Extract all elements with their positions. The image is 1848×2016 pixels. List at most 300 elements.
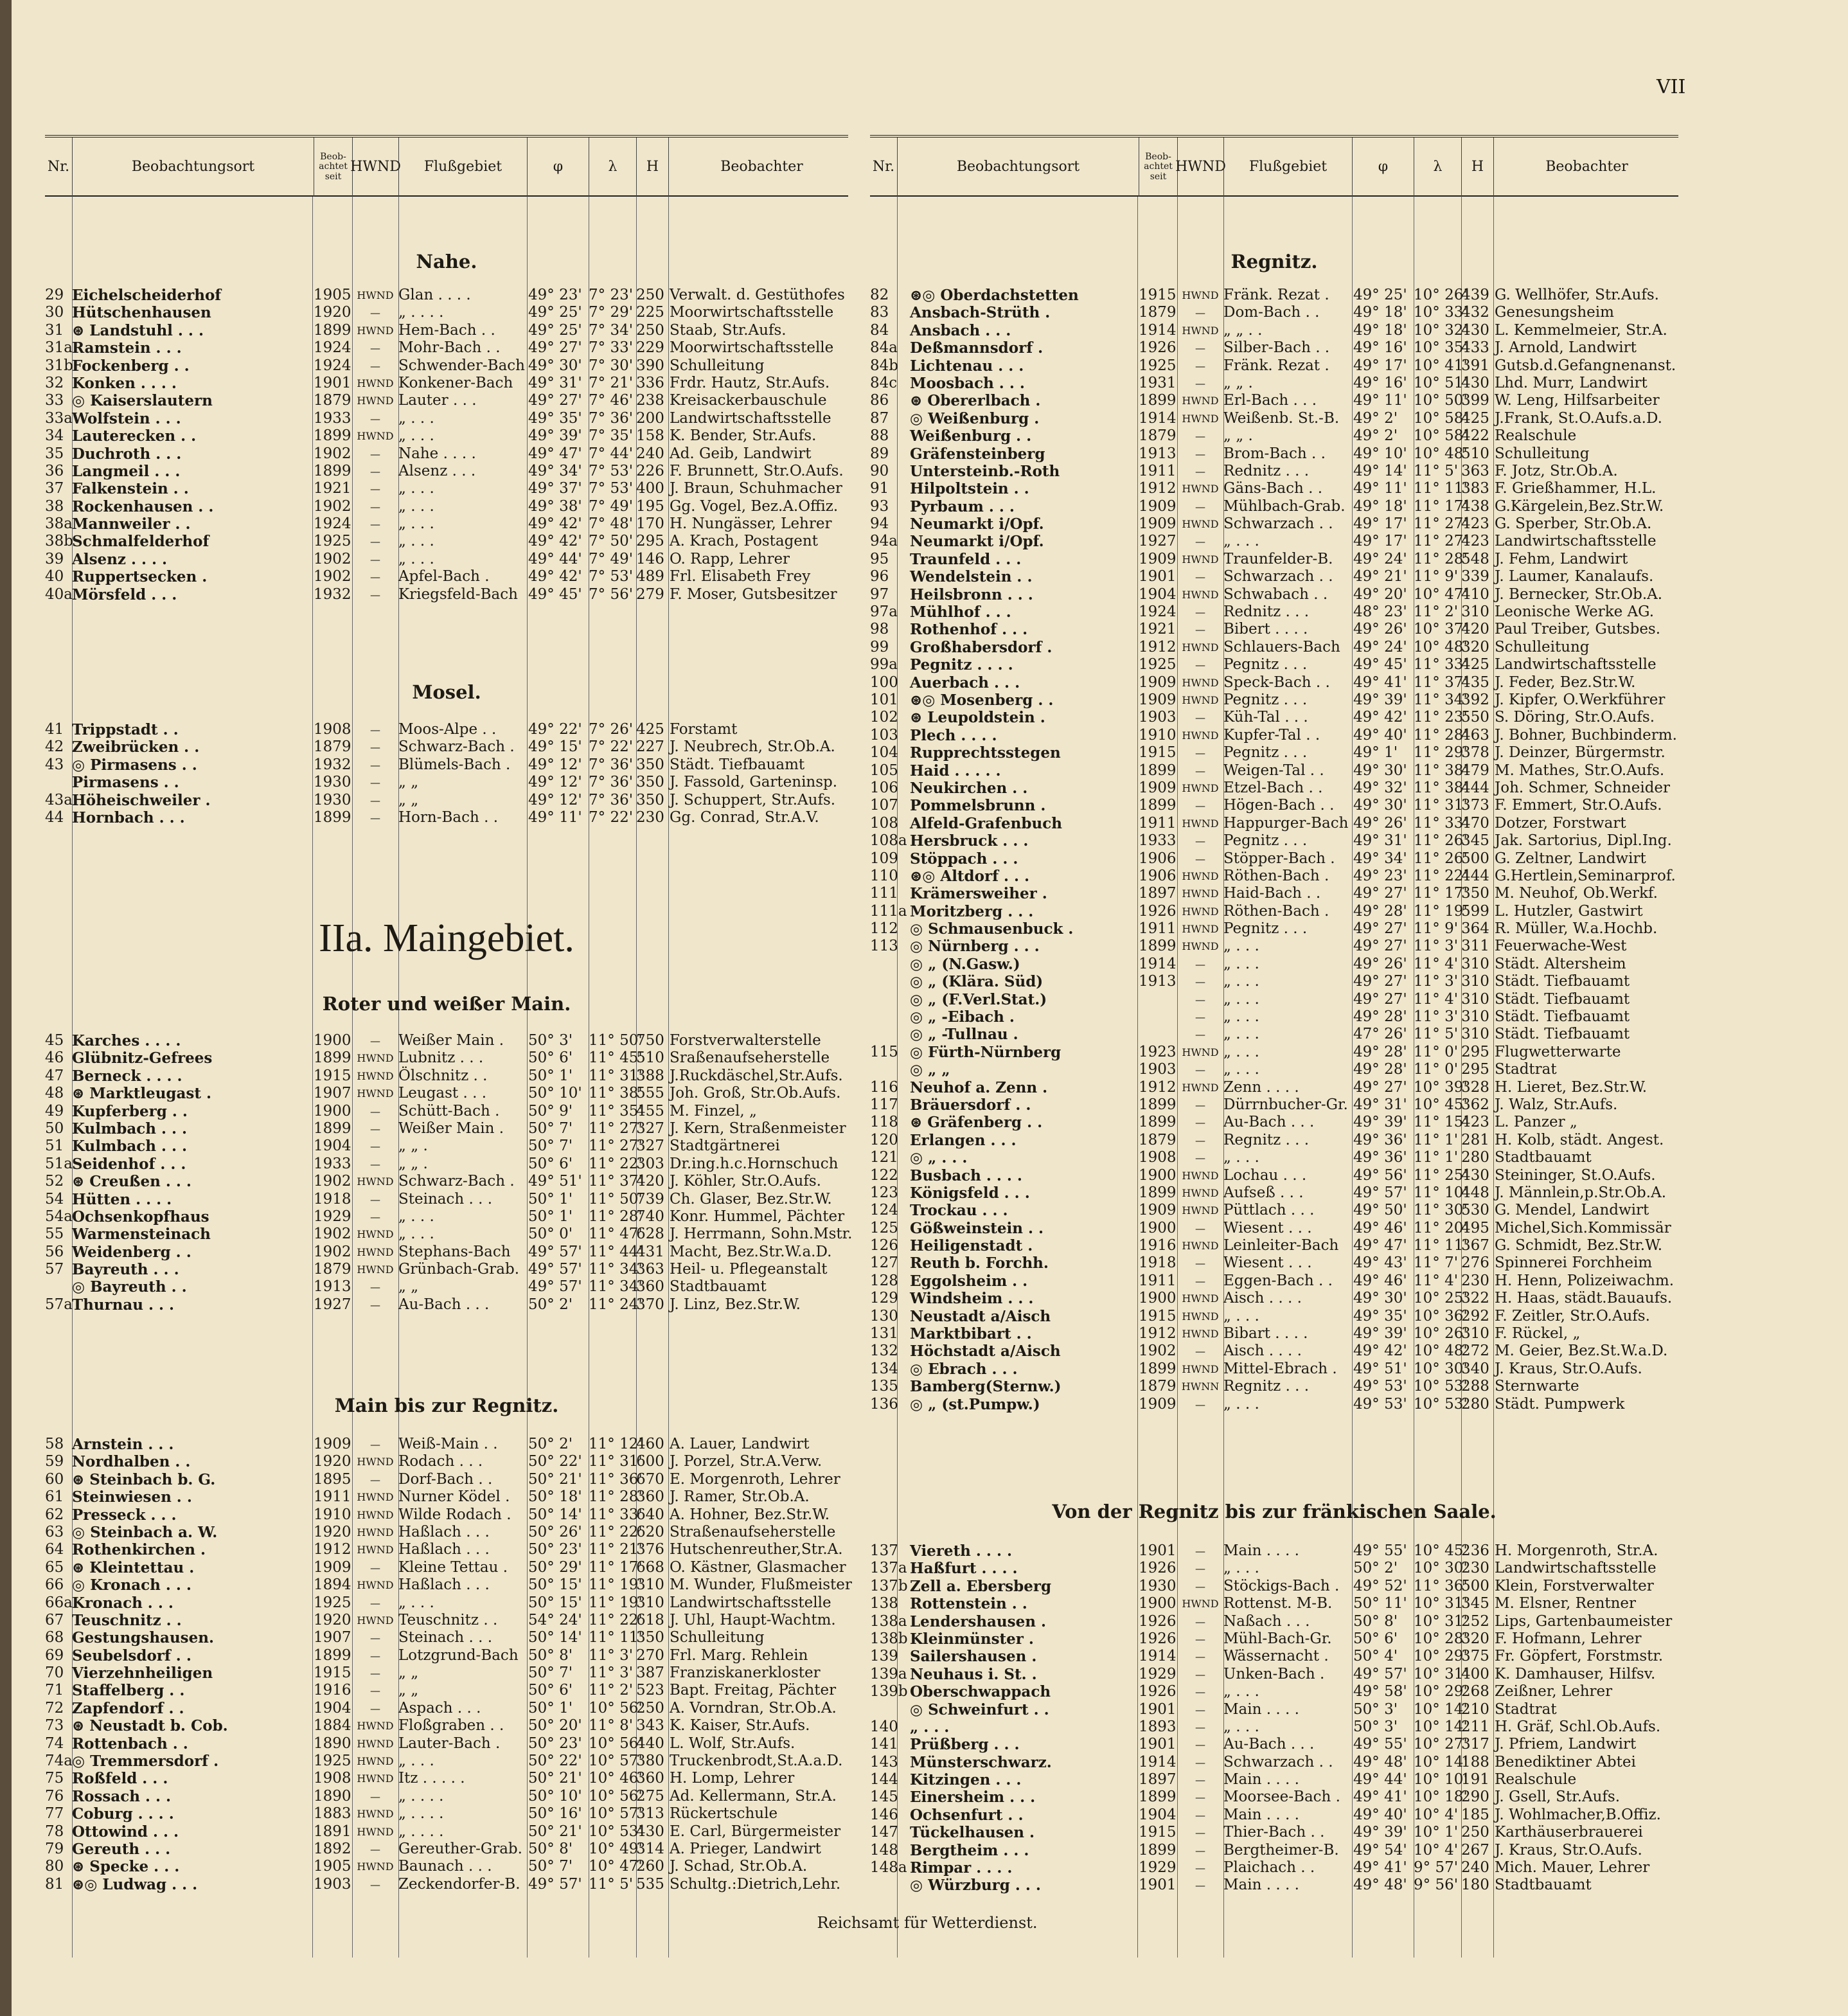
table-row	[870, 832, 1678, 850]
table-row	[870, 1254, 1678, 1272]
river-basin: Weiß-Main . .	[398, 1436, 498, 1452]
row-nr: 137	[870, 1542, 898, 1559]
latitude: 49° 23'	[528, 287, 582, 303]
table-row	[45, 392, 848, 409]
hwnd-flag: —	[370, 1035, 380, 1047]
station-name: Bräuersdorf . .	[910, 1096, 1031, 1114]
latitude: 49° 58'	[1353, 1683, 1407, 1700]
elevation: 313	[636, 1805, 664, 1823]
table-row	[870, 1360, 1678, 1378]
table-row	[45, 1506, 848, 1524]
observed-since: 1933	[314, 1155, 351, 1172]
observer: Straßenaufseherstelle	[670, 1523, 836, 1540]
observer: M. Finzel, „	[670, 1102, 757, 1120]
observer: O. Kästner, Glasmacher	[670, 1558, 846, 1576]
hwnd-flag: —	[1195, 1580, 1205, 1592]
table-row	[45, 1735, 848, 1753]
station-name: Hütschenhausen	[72, 304, 211, 322]
latitude: 49° 27'	[1353, 1078, 1407, 1096]
station-name: Thurnau . . .	[72, 1296, 175, 1314]
table-row	[870, 797, 1678, 814]
section-title-main-bis-regnitz: Main bis zur Regnitz.	[334, 1395, 559, 1416]
elevation: 432	[1461, 304, 1489, 321]
latitude: 50° 29'	[528, 1558, 582, 1576]
row-nr: 139a	[870, 1665, 907, 1682]
row-nr: 123	[870, 1184, 898, 1201]
table-row	[870, 1343, 1678, 1360]
hwnd-flag: —	[1195, 976, 1205, 988]
hwnd-flag: —	[1195, 1879, 1205, 1892]
observer: Moorwirtschaftsstelle	[670, 304, 834, 321]
elevation: 267	[1461, 1841, 1489, 1859]
hwnd-flag: —	[370, 724, 380, 736]
elevation: 500	[1461, 1577, 1489, 1594]
station-name: Nordhalben . .	[72, 1453, 191, 1471]
hwnd-flag: HWND	[1182, 940, 1219, 953]
station-name: Rothenhof . . .	[910, 621, 1028, 639]
latitude: 49° 14'	[1353, 462, 1407, 479]
hwnd-flag: HWND	[1182, 693, 1219, 706]
table-row	[45, 1576, 852, 1594]
elevation: 740	[636, 1208, 664, 1225]
station-name: Plech . . . .	[910, 726, 997, 744]
elevation: 327	[636, 1137, 664, 1155]
table-row	[45, 410, 848, 427]
station-name: Steinwiesen . .	[72, 1488, 192, 1506]
station-name: Pommelsbrunn .	[910, 797, 1046, 815]
table-row	[45, 1770, 848, 1787]
observed-since: 1927	[1139, 533, 1177, 550]
longitude: 11° 34'	[589, 1278, 643, 1296]
observer: J. Walz, Str.Aufs.	[1495, 1096, 1618, 1113]
observer: Stadtbauamt	[1495, 1877, 1592, 1894]
observer: J. Schad, Str.Ob.A.	[670, 1858, 808, 1875]
longitude: 11° 28'	[589, 1488, 643, 1506]
hwnd-flag: —	[1195, 1152, 1205, 1164]
river-basin: Schwarzach . .	[1223, 515, 1333, 533]
longitude: 10° 51'	[1414, 374, 1468, 391]
station-name: Teuschnitz . .	[72, 1611, 182, 1629]
station-name: Duchroth . . .	[72, 445, 182, 463]
river-basin: Aisch . . . .	[1223, 1290, 1302, 1307]
page-number: VII	[1657, 76, 1686, 98]
observed-since: 1879	[1139, 1131, 1177, 1148]
observed-since: 1933	[314, 409, 351, 427]
longitude: 7° 23'	[589, 287, 634, 303]
latitude: 49° 12'	[528, 791, 582, 808]
observed-since: 1884	[314, 1717, 351, 1735]
table-row	[45, 774, 848, 791]
river-basin: Nahe . . . .	[398, 445, 476, 462]
latitude: 49° 17'	[1353, 515, 1407, 533]
elevation: 295	[1461, 1061, 1489, 1078]
observer: Ad. Geib, Landwirt	[670, 445, 812, 462]
observed-since: 1926	[1139, 1612, 1177, 1630]
table-row	[45, 1805, 848, 1823]
table-row	[870, 1683, 1678, 1700]
latitude: 49° 27'	[528, 392, 582, 409]
longitude: 10° 30'	[1414, 1360, 1468, 1377]
river-basin: „ . . .	[398, 550, 434, 567]
longitude: 7° 36'	[589, 756, 634, 773]
observer: R. Müller, W.a.Hochb.	[1495, 920, 1658, 938]
table-row	[45, 586, 848, 603]
longitude: 11° 17'	[589, 1558, 643, 1576]
hwnd-flag: —	[1195, 958, 1205, 970]
table-row	[45, 1244, 848, 1261]
hwnd-flag: —	[370, 359, 380, 372]
table-row	[870, 586, 1678, 603]
observed-since: 1920	[314, 1453, 351, 1470]
river-basin: Rednitz . . .	[1223, 603, 1310, 621]
observed-since: 1914	[1139, 321, 1177, 339]
longitude: 11° 0'	[1414, 1043, 1459, 1060]
observer: J. Linz, Bez.Str.W.	[670, 1296, 801, 1313]
latitude: 50° 22'	[528, 1453, 582, 1470]
observed-since: 1899	[1139, 1789, 1177, 1806]
latitude: 49° 47'	[528, 445, 582, 462]
row-nr: 84	[870, 321, 889, 339]
river-basin: Schwarz-Bach .	[398, 738, 515, 756]
longitude: 11° 2'	[1414, 603, 1459, 621]
elevation: 240	[636, 445, 664, 462]
hwnd-flag: HWND	[357, 324, 394, 337]
observer: F. Zeitler, Str.O.Aufs.	[1495, 1307, 1650, 1325]
river-basin: Pegnitz . . .	[1223, 920, 1308, 938]
elevation: 383	[1461, 480, 1489, 497]
row-nr: 97a	[870, 603, 898, 621]
observer: J. Fassold, Garteninsp.	[670, 774, 838, 791]
longitude: 11° 5'	[1414, 1026, 1459, 1043]
longitude: 10° 31'	[1414, 1665, 1468, 1682]
observer: Karthäuserbrauerei	[1495, 1824, 1643, 1841]
observer: O. Rapp, Lehrer	[670, 550, 790, 567]
elevation: 378	[1461, 744, 1489, 762]
table-row	[45, 1541, 848, 1558]
hwnd-flag: —	[370, 465, 380, 477]
elevation: 191	[1461, 1771, 1489, 1789]
latitude: 49° 51'	[1353, 1360, 1407, 1377]
river-basin: Itz . . . . .	[398, 1770, 465, 1787]
observer: H. Morgenroth, Str.A.	[1495, 1542, 1658, 1559]
station-name: ⊛ Steinbach b. G.	[72, 1470, 216, 1488]
hwnd-flag: —	[370, 1878, 380, 1891]
latitude: 49° 47'	[1353, 1237, 1407, 1254]
latitude: 49° 32'	[1353, 779, 1407, 796]
longitude: 11° 10'	[1414, 1184, 1468, 1201]
river-basin: Bibart . . . .	[1223, 1325, 1308, 1343]
observed-since: 1900	[1139, 1166, 1177, 1184]
river-basin: „ . . . .	[398, 1823, 444, 1840]
elevation: 279	[636, 585, 664, 603]
longitude: 10° 4'	[1414, 1841, 1459, 1859]
row-nr: 40a	[45, 585, 73, 603]
observer: Gutsb.d.Gefangnenanst.	[1495, 357, 1676, 374]
observed-since: 1901	[314, 374, 351, 391]
station-name: ◎ „ „	[910, 1061, 950, 1079]
latitude: 49° 17'	[1353, 533, 1407, 550]
observer: H. Henn, Polizeiwachm.	[1495, 1272, 1674, 1289]
station-name: Karches . . . .	[72, 1032, 181, 1049]
observer: H. Lieret, Bez.Str.W.	[1495, 1078, 1648, 1096]
station-name: Eichelscheiderhof	[72, 287, 222, 304]
observer: G. Mendel, Landwirt	[1495, 1202, 1649, 1219]
hwnd-flag: —	[1195, 1028, 1205, 1041]
table-row	[45, 1682, 848, 1699]
row-nr: 101	[870, 691, 898, 708]
longitude: 10° 14'	[1414, 1718, 1468, 1735]
observer: Landwirtschaftsstelle	[1495, 656, 1657, 673]
hwnd-flag: HWND	[1182, 1328, 1219, 1341]
station-name: Rockenhausen . .	[72, 497, 214, 515]
observer: Franziskanerkloster	[670, 1664, 821, 1682]
longitude: 11° 37'	[589, 1173, 643, 1190]
table-row	[45, 498, 848, 515]
latitude: 50° 3'	[1353, 1700, 1398, 1718]
station-name: ⊛ Creußen . . .	[72, 1173, 191, 1191]
latitude: 50° 10'	[528, 1787, 582, 1805]
observer: Schulleitung	[670, 1629, 765, 1646]
elevation: 146	[636, 550, 664, 567]
river-basin: Au-Bach . . .	[1223, 1736, 1315, 1753]
observer: J. Kipfer, O.Werkführer	[1495, 691, 1666, 708]
river-basin: Speck-Bach . .	[1223, 673, 1330, 691]
latitude: 49° 46'	[1353, 1272, 1407, 1289]
latitude: 50° 11'	[1353, 1595, 1407, 1612]
table-row	[45, 1664, 848, 1682]
longitude: 11° 27'	[589, 1120, 643, 1137]
longitude: 11° 28'	[589, 1208, 643, 1225]
hwnd-flag: —	[1195, 1686, 1205, 1699]
river-basin: „ „	[398, 1664, 419, 1682]
latitude: 49° 25'	[528, 321, 582, 339]
hwnd-flag: —	[370, 1140, 380, 1153]
station-name: Hersbruck . . .	[910, 832, 1029, 850]
row-nr: 71	[45, 1682, 64, 1699]
river-basin: Rottenst. M-B.	[1223, 1595, 1333, 1612]
table-row	[45, 551, 848, 568]
row-nr: 73	[45, 1717, 64, 1735]
station-name: Heilsbronn . . .	[910, 585, 1033, 603]
row-nr: 31	[45, 321, 64, 339]
elevation: 670	[636, 1470, 664, 1488]
elevation: 423	[1461, 515, 1489, 533]
elevation: 250	[1461, 1824, 1489, 1841]
latitude: 49° 42'	[528, 515, 582, 533]
observer: Landwirtschaftsstelle	[670, 1594, 831, 1611]
table-row	[45, 1208, 848, 1226]
hwnd-flag: HWND	[357, 1825, 394, 1838]
table-row	[45, 1717, 848, 1735]
left-column	[45, 135, 853, 1893]
table-row	[45, 1559, 848, 1576]
latitude: 49° 45'	[1353, 656, 1407, 673]
elevation: 431	[636, 1243, 664, 1260]
observer: W. Leng, Hilfsarbeiter	[1495, 392, 1660, 409]
river-basin: Haid-Bach . .	[1223, 885, 1321, 902]
longitude: 10° 45'	[1414, 1542, 1468, 1559]
hwnd-flag: —	[1195, 342, 1205, 355]
observer: Gg. Conrad, Str.A.V.	[670, 808, 819, 826]
river-basin: Wässernacht .	[1223, 1648, 1329, 1665]
station-name: ⊛ Landstuhl . . .	[72, 321, 204, 339]
elevation: 495	[1461, 1219, 1489, 1236]
longitude: 7° 53'	[589, 462, 634, 479]
station-name: Bergtheim . . .	[910, 1841, 1029, 1859]
station-name: Rupprechtsstegen	[910, 744, 1061, 762]
row-nr: 66	[45, 1576, 64, 1594]
elevation: 310	[1461, 603, 1489, 621]
hwnd-flag: —	[370, 571, 380, 584]
elevation: 363	[636, 1261, 664, 1278]
longitude: 11° 44'	[589, 1243, 643, 1260]
elevation: 439	[1461, 287, 1489, 303]
latitude: 49° 50'	[1353, 1202, 1407, 1219]
observer: J.Ruckdäschel,Str.Aufs.	[670, 1067, 843, 1084]
table-row	[45, 1278, 848, 1296]
latitude: 50° 2'	[528, 1436, 573, 1452]
row-nr: 137a	[870, 1560, 907, 1577]
river-basin: „ „ . .	[1223, 321, 1263, 339]
station-name: ⊛ Kleintettau .	[72, 1558, 195, 1576]
hwnd-flag: —	[370, 1298, 380, 1311]
observed-since: 1902	[314, 1173, 351, 1190]
elevation: 600	[636, 1453, 664, 1470]
hwnd-flag: HWND	[357, 1860, 394, 1873]
river-basin: Wiesent . . .	[1223, 1219, 1312, 1236]
station-name: Kulmbach . . .	[72, 1137, 188, 1155]
river-basin: Zenn . . . .	[1223, 1078, 1299, 1096]
station-name: Mannweiler . .	[72, 515, 191, 533]
longitude: 7° 30'	[589, 357, 634, 374]
observed-since: 1907	[314, 1085, 351, 1102]
longitude: 10° 1'	[1414, 1824, 1459, 1841]
station-name: Gestungshausen.	[72, 1629, 214, 1647]
elevation: 360	[636, 1278, 664, 1296]
station-name: Traunfeld . . .	[910, 550, 1022, 568]
observed-since: 1899	[314, 321, 351, 339]
longitude: 11° 3'	[589, 1664, 634, 1682]
station-name: Ramstein . . .	[72, 339, 182, 357]
hwnd-flag: HWND	[1182, 729, 1219, 742]
table-row	[870, 498, 1678, 515]
observed-since: 1909	[314, 1436, 351, 1452]
river-basin: „ . . .	[1223, 1061, 1259, 1078]
elevation: 380	[636, 1753, 664, 1770]
longitude: 10° 35'	[1414, 339, 1468, 357]
elevation: 489	[636, 568, 664, 585]
river-basin: „ . . .	[1223, 1718, 1259, 1735]
longitude: 10° 57'	[589, 1753, 643, 1770]
elevation: 320	[1461, 1630, 1489, 1647]
elevation: 311	[1461, 938, 1489, 955]
observed-since: 1929	[314, 1208, 351, 1225]
hwnd-flag: HWND	[357, 430, 394, 443]
hwnd-flag: —	[1195, 711, 1205, 724]
elevation: 438	[1461, 497, 1489, 515]
row-nr: 41	[45, 721, 64, 738]
row-nr: 33a	[45, 409, 73, 427]
observer: Spinnerei Forchheim	[1495, 1254, 1653, 1272]
row-nr: 100	[870, 673, 898, 691]
hwnd-flag: —	[370, 1702, 380, 1715]
hwnd-flag: —	[370, 1596, 380, 1609]
observed-since: 1912	[1139, 1078, 1177, 1096]
elevation: 328	[1461, 1078, 1489, 1096]
elevation: 422	[1461, 427, 1489, 445]
longitude: 11° 4'	[1414, 990, 1459, 1008]
hwnd-flag: HWND	[1182, 324, 1219, 337]
station-name: Pirmasens . .	[72, 774, 179, 792]
hwnd-flag: HWND	[357, 1544, 394, 1557]
latitude: 49° 57'	[528, 1875, 582, 1893]
station-name: Kupferberg . .	[72, 1102, 188, 1120]
river-basin: Alsenz . . .	[398, 462, 476, 479]
latitude: 49° 42'	[528, 568, 582, 585]
row-nr: 86	[870, 392, 889, 409]
page	[12, 0, 1848, 2016]
table-row	[870, 973, 1678, 990]
table-row	[870, 1718, 1678, 1736]
station-name: Alfeld-Grafenbuch	[910, 814, 1062, 832]
observed-since: 1909	[1139, 497, 1177, 515]
observer: Klein, Forstverwalter	[1495, 1577, 1654, 1594]
table-row	[870, 568, 1678, 585]
latitude: 49° 41'	[1353, 1859, 1407, 1877]
station-name: ⊛ Marktleugast .	[72, 1085, 211, 1103]
observer: Leonische Werke AG.	[1495, 603, 1655, 621]
table-row	[870, 1396, 1678, 1413]
river-basin: Main . . . .	[1223, 1806, 1299, 1823]
table-row	[870, 727, 1678, 744]
observer: Steininger, St.O.Aufs.	[1495, 1166, 1656, 1184]
observer: Fr. Göpfert, Forstmstr.	[1495, 1648, 1664, 1665]
table-row	[870, 1630, 1678, 1648]
observed-since: 1916	[314, 1682, 351, 1699]
table-row	[870, 1026, 1678, 1043]
observed-since: 1923	[1139, 1043, 1177, 1060]
latitude: 50° 7'	[528, 1120, 573, 1137]
longitude: 11° 38'	[1414, 779, 1468, 796]
longitude: 11° 22'	[589, 1523, 643, 1540]
binding-edge	[0, 0, 12, 2016]
table-row	[870, 621, 1678, 638]
latitude: 49° 56'	[1353, 1166, 1407, 1184]
elevation: 430	[636, 1823, 664, 1840]
table-row	[870, 1061, 1678, 1078]
station-name: Ochsenfurt . .	[910, 1806, 1024, 1824]
table-row	[870, 410, 1678, 427]
longitude: 11° 3'	[589, 1646, 634, 1664]
observed-since: 1909	[1139, 550, 1177, 567]
elevation: 350	[636, 774, 664, 791]
latitude: 49° 27'	[1353, 938, 1407, 955]
river-basin: „ . . .	[398, 1753, 434, 1770]
elevation: 229	[636, 339, 664, 357]
observed-since: 1895	[314, 1470, 351, 1488]
hwnd-flag: —	[1195, 447, 1205, 460]
station-name: Oberschwappach	[910, 1683, 1051, 1701]
table-row	[870, 1149, 1678, 1166]
river-basin: Horn-Bach . .	[398, 808, 499, 826]
hwnd-flag: —	[370, 342, 380, 355]
elevation: 373	[1461, 797, 1489, 814]
observed-since: 1902	[314, 1226, 351, 1243]
elevation: 280	[1461, 1395, 1489, 1413]
station-name: Untersteinb.-Roth	[910, 462, 1060, 480]
hwnd-flag: —	[1195, 1826, 1205, 1839]
table-row	[870, 639, 1678, 656]
